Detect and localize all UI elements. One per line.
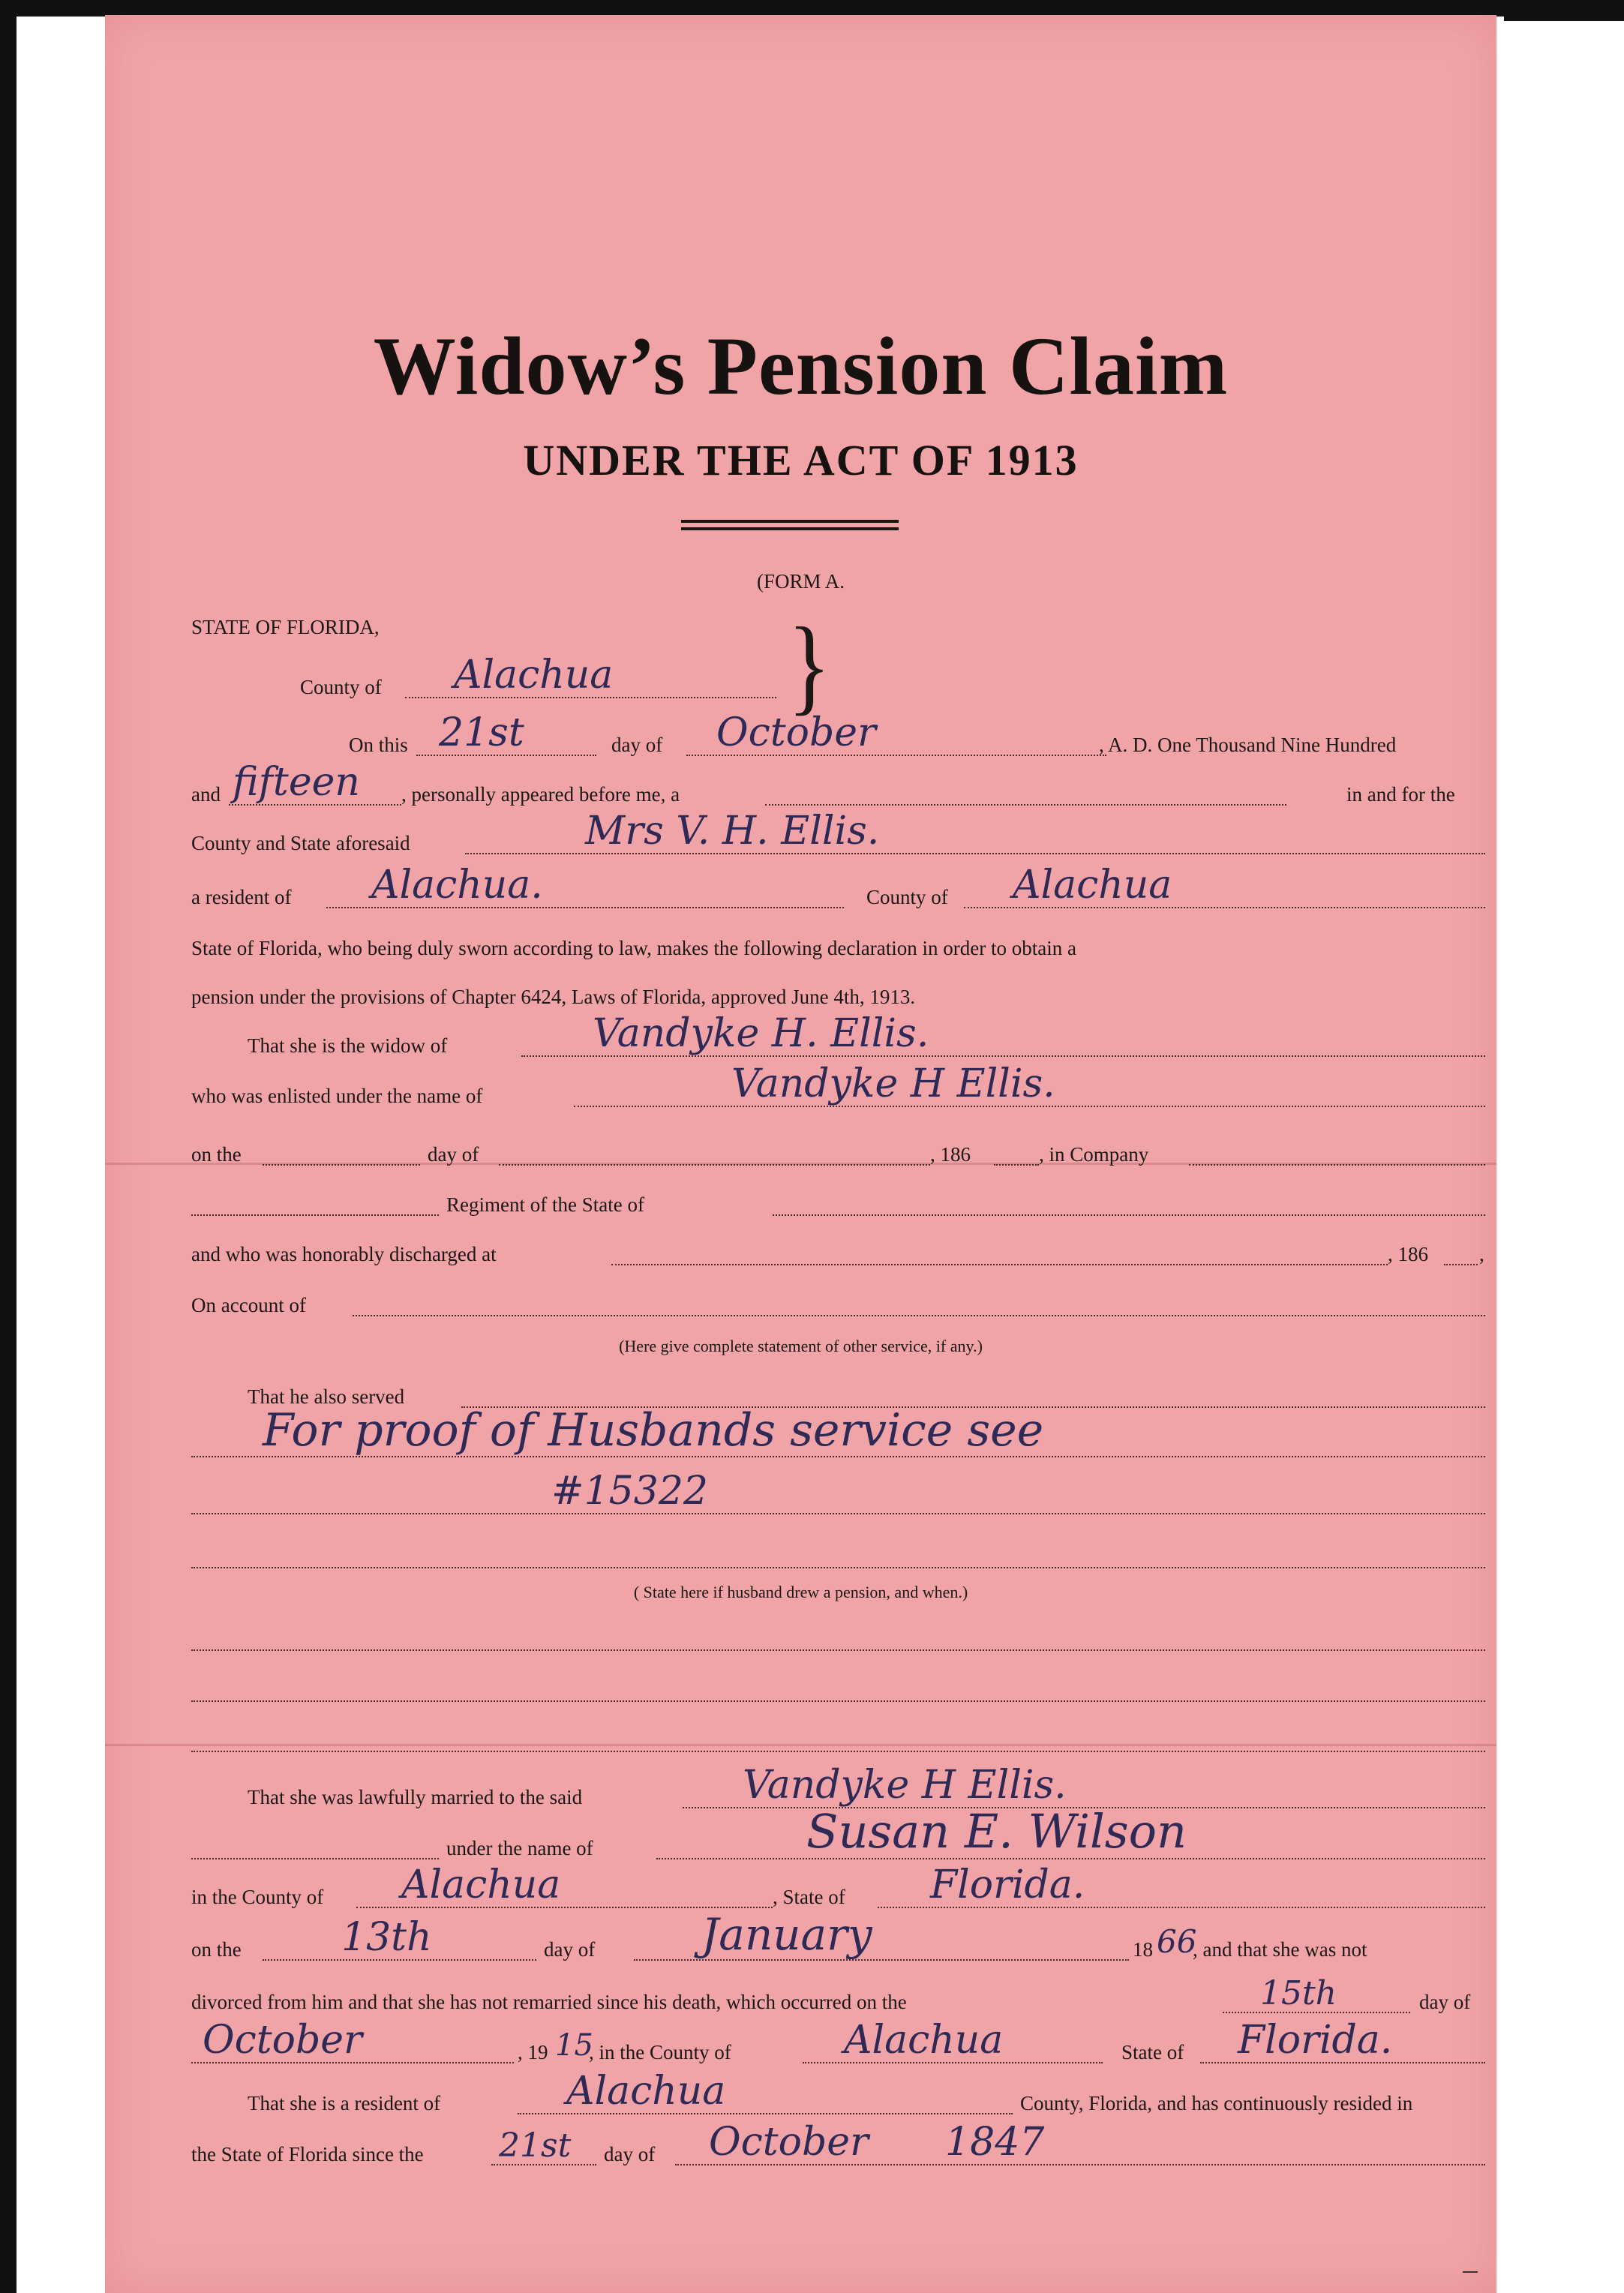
not-divorced-label: , and that she was not: [1193, 1938, 1367, 1961]
resident-county-value: Alachua: [1013, 863, 1172, 908]
resident-county-line: [191, 2069, 1489, 2118]
pension-field-3[interactable]: [191, 1725, 1485, 1752]
married-label: That she was lawfully married to the said: [248, 1786, 583, 1808]
day-of-label: day of: [1419, 1991, 1471, 2013]
and-label: and: [191, 783, 221, 806]
day-value: 21st: [439, 710, 524, 755]
regiment-field[interactable]: [191, 1189, 439, 1216]
county-label: County of: [300, 676, 382, 698]
resident-line-label: That she is a resident of: [248, 2092, 441, 2114]
also-served-line-4: [191, 1545, 1489, 1572]
also-served-value: For proof of Husbands service see: [263, 1404, 1044, 1457]
married-date-line: [191, 1909, 1489, 1964]
enlisted-line: [191, 1061, 1489, 1111]
on-the-label: on the: [191, 1143, 242, 1166]
also-served-value-2: #15322: [551, 1469, 708, 1514]
enlisted-value: Vandyke H Ellis.: [731, 1061, 1055, 1106]
form-label: (FORM A.: [756, 570, 845, 593]
under-name-label: under the name of: [446, 1837, 593, 1859]
county-resided-label: County, Florida, and has continuously resided in: [1020, 2092, 1413, 2114]
maiden-name-line: [191, 1804, 1489, 1863]
in-county-of-label: in the County of: [191, 1886, 324, 1908]
state-line: [191, 615, 791, 642]
officer-field[interactable]: [765, 779, 1286, 806]
year-word-value: fifteen: [233, 760, 360, 805]
on-this-label: On this: [349, 734, 408, 756]
brace: }: [788, 605, 831, 725]
pension-under-line: [191, 985, 1489, 1012]
on-account-label: On account of: [191, 1294, 306, 1316]
husband-value: Vandyke H. Ellis.: [593, 1011, 929, 1056]
personally-label: , personally appeared before me, a: [401, 783, 680, 806]
in-and-for-label: in and for the: [1346, 783, 1455, 806]
married-state-value: Florida.: [930, 1862, 1085, 1907]
state-label: STATE OF FLORIDA,: [191, 616, 380, 638]
date-line: [191, 710, 1489, 760]
ad-label: , A. D. One Thousand Nine Hundred: [1099, 734, 1397, 756]
day-of-label: day of: [544, 1938, 596, 1961]
county-value: Alachua: [454, 653, 614, 698]
year-186b-label: , 186: [1388, 1243, 1428, 1265]
pension-under-text: pension under the provisions of Chapter 6424, Laws of Florida, approved June 4th, 1913.: [191, 986, 916, 1008]
enlisted-label: who was enlisted under the name of: [191, 1085, 483, 1107]
married-day-value: 13th: [341, 1915, 432, 1960]
resident-of-label: a resident of: [191, 886, 292, 908]
day-of-label: day of: [428, 1143, 479, 1166]
married-place-line: [191, 1862, 1489, 1912]
state-of-label: , State of: [773, 1886, 845, 1908]
discharged-year-field[interactable]: [1444, 1238, 1478, 1265]
widow-of-label: That she is the widow of: [248, 1034, 448, 1057]
aforesaid-label: County and State aforesaid: [191, 832, 410, 854]
enlist-month-field[interactable]: [499, 1139, 930, 1166]
claimant-line: [191, 809, 1489, 858]
since-year-value: 1847: [945, 2120, 1045, 2165]
pension-field-2[interactable]: [191, 1675, 1485, 1702]
since-month-value: October: [709, 2120, 869, 2165]
regiment-state-field[interactable]: [773, 1189, 1485, 1216]
resident-line: [191, 863, 1489, 912]
death-line: [191, 2018, 1489, 2067]
widow-line: [191, 1011, 1489, 1061]
death-month-value: October: [203, 2018, 362, 2063]
regiment-label: Regiment of the State of: [446, 1193, 644, 1216]
enlist-day-field[interactable]: [263, 1139, 420, 1166]
pension-note: ( State here if husband drew a pension, and when.): [633, 1583, 968, 1601]
divorced-text: divorced from him and that she has not remarried since his death, which occurred on the: [191, 1991, 907, 2013]
in-company-label: , in Company: [1039, 1143, 1149, 1166]
also-served-field-4[interactable]: [191, 1541, 1485, 1568]
edge-mark: [1463, 2271, 1478, 2273]
pension-line-3: [191, 1729, 1489, 1756]
maiden-prefix-field[interactable]: [191, 1832, 439, 1859]
year-19-label: , 19: [518, 2041, 548, 2063]
regiment-line: [191, 1193, 1489, 1220]
page-title: Widow’s Pension Claim: [373, 320, 1229, 412]
since-line: [191, 2120, 1489, 2169]
appeared-line: [191, 760, 1489, 809]
divorced-line: [191, 1974, 1489, 2017]
company-field[interactable]: [1189, 1139, 1485, 1166]
county-line: [191, 653, 1489, 702]
married-year-value: 66: [1157, 1923, 1197, 1960]
since-day-value: 21st: [499, 2126, 572, 2165]
enlist-year-field[interactable]: [994, 1139, 1039, 1166]
death-year-value: 15: [555, 2028, 593, 2063]
pension-line-1: [191, 1628, 1489, 1655]
day-of-label: day of: [604, 2143, 656, 2165]
married-year-prefix: 18: [1133, 1938, 1153, 1961]
scan-left-edge: [0, 0, 17, 2293]
also-served-line-3: [191, 1469, 1489, 1518]
account-field[interactable]: [353, 1289, 1485, 1316]
day-of-label: day of: [611, 734, 663, 756]
death-county-value: Alachua: [844, 2018, 1004, 2063]
also-served-field-3[interactable]: [191, 1487, 1485, 1514]
county-of-label: County of: [866, 886, 948, 908]
pension-line-2: [191, 1679, 1489, 1706]
resident-value: Alachua.: [371, 863, 543, 908]
pension-form-sheet: [105, 15, 1496, 2293]
on-the-label: on the: [191, 1938, 242, 1961]
married-to-value: Vandyke H Ellis.: [743, 1763, 1067, 1808]
pension-field-1[interactable]: [191, 1624, 1485, 1651]
comma: ,: [1479, 1243, 1484, 1265]
state-of-label: State of: [1121, 2041, 1184, 2063]
in-county-of-label: , in the County of: [589, 2041, 731, 2063]
also-served-line-2: [191, 1404, 1489, 1461]
death-day-value: 15th: [1260, 1974, 1337, 2012]
since-label: the State of Florida since the: [191, 2143, 424, 2165]
discharged-label: and who was honorably discharged at: [191, 1243, 497, 1265]
title-divider: [681, 520, 899, 530]
maiden-name-value: Susan E. Wilson: [806, 1804, 1187, 1859]
month-value: October: [716, 710, 876, 755]
scan-right-edge: [1504, 0, 1624, 21]
sworn-text: State of Florida, who being duly sworn according to law, makes the following declaration in order to obtain a: [191, 937, 1076, 959]
married-month-value: January: [701, 1909, 872, 1960]
death-state-value: Florida.: [1238, 2018, 1393, 2063]
claimant-value: Mrs V. H. Ellis.: [585, 809, 880, 854]
also-served-label: That he also served: [248, 1385, 405, 1408]
discharged-field[interactable]: [611, 1238, 1388, 1265]
sworn-line: [191, 936, 1489, 963]
year-186-label: , 186: [930, 1143, 971, 1166]
scan-top-edge: [0, 0, 1624, 17]
account-line: [191, 1293, 1489, 1320]
resident-county2-value: Alachua: [566, 2069, 726, 2114]
discharged-line: [191, 1242, 1489, 1269]
page-subtitle: UNDER THE ACT OF 1913: [523, 436, 1079, 485]
married-county-value: Alachua: [401, 1862, 561, 1907]
enlist-date-line: [191, 1142, 1489, 1169]
service-note: (Here give complete statement of other service, if any.): [619, 1337, 983, 1355]
